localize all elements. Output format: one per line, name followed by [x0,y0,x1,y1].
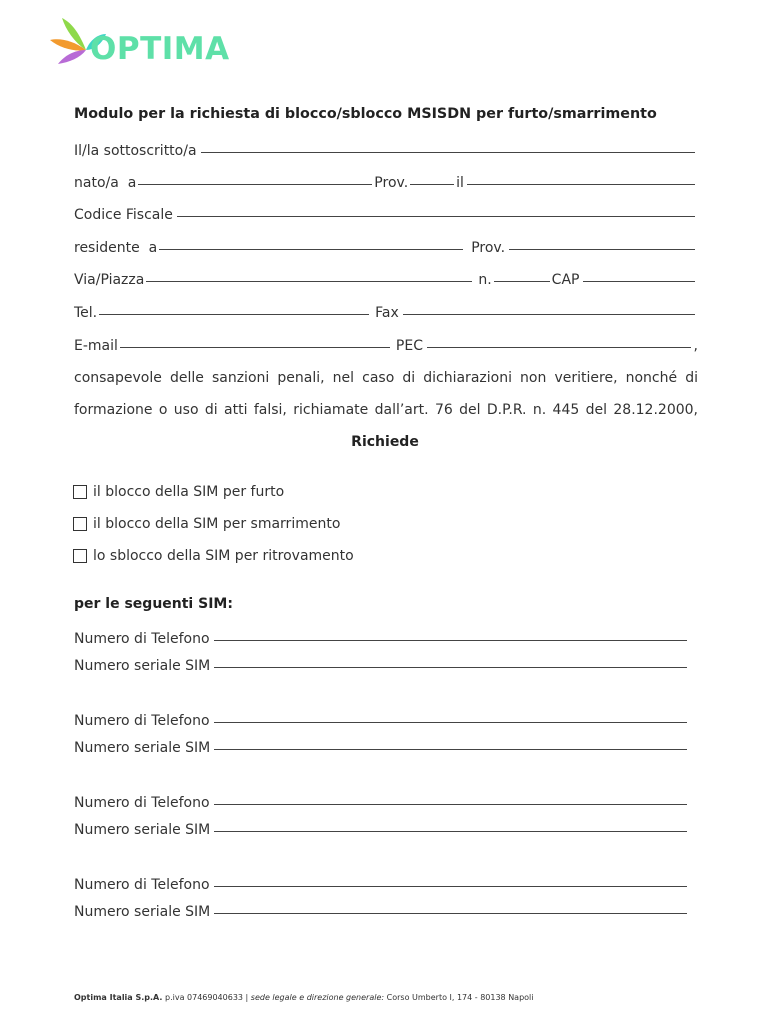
logo-wordmark: OPTIMA [90,31,230,67]
blank-line[interactable] [214,640,687,641]
field-label: Prov. [374,175,409,191]
blank-line[interactable] [99,314,369,315]
blank-line[interactable] [214,913,687,914]
sim-phone-2 [74,713,690,729]
field-label: Numero seriale SIM [74,740,211,756]
blank-line[interactable] [427,347,691,348]
field-label: , [693,338,698,354]
blank-line[interactable] [214,749,687,750]
page-title: Modulo per la richiesta di blocco/sblocco MSISDN per furto/smarrimento [74,106,657,122]
field-label: Numero seriale SIM [74,904,211,920]
sim-serial-3 [74,822,690,838]
checkbox[interactable] [73,549,87,563]
option-label: lo sblocco della SIM per ritrovamento [93,548,354,564]
field-label: Numero di Telefono [74,795,210,811]
declaration-line-1: consapevole delle sanzioni penali, nel caso di dichiarazioni non veritiere, nonché di [74,370,698,386]
field-tel [74,305,698,321]
field-label: Tel. [74,305,98,321]
option-blocco-smarrimento[interactable] [73,516,340,532]
blank-line[interactable] [214,667,687,668]
field-nato [74,175,698,191]
field-label: residente a [74,240,158,256]
field-via [74,272,698,288]
field-codice-fiscale [74,207,698,223]
field-label: n. [478,272,492,288]
field-email [74,338,698,354]
field-label: Fax [375,305,399,321]
option-blocco-furto[interactable] [73,484,284,500]
field-label: Numero di Telefono [74,877,210,893]
blank-line[interactable] [214,722,687,723]
footer-sede-label: sede legale e direzione generale: [250,993,385,1002]
blank-line[interactable] [177,216,695,217]
field-label: PEC [395,338,423,354]
sim-phone-1 [74,631,690,647]
sim-serial-1 [74,658,690,674]
blank-line[interactable] [583,281,695,282]
sim-section-heading: per le seguenti SIM: [74,596,233,612]
footer [74,993,534,1002]
blank-line[interactable] [214,886,687,887]
blank-line[interactable] [201,152,695,153]
footer-piva: p.iva 07469040633 | [164,993,249,1002]
blank-line[interactable] [214,804,687,805]
blank-line[interactable] [146,281,472,282]
checkbox[interactable] [73,517,87,531]
field-label: Numero di Telefono [74,713,210,729]
checkbox[interactable] [73,485,87,499]
section-heading-richiede: Richiede [351,434,419,450]
field-label: nato/a a [74,175,137,191]
field-label: E-mail [74,338,118,354]
footer-address: Corso Umberto I, 174 - 80138 Napoli [386,993,534,1002]
field-label: CAP [551,272,580,288]
sim-serial-2 [74,740,690,756]
blank-line[interactable] [494,281,550,282]
option-label: il blocco della SIM per smarrimento [93,516,341,532]
field-residente [74,240,698,256]
field-label: Codice Fiscale [74,207,173,223]
field-sottoscritto [74,143,698,159]
footer-company: Optima Italia S.p.A. [74,993,163,1002]
sim-serial-4 [74,904,690,920]
blank-line[interactable] [214,831,687,832]
field-label: il [456,175,464,191]
sim-phone-3 [74,795,690,811]
field-label: Numero seriale SIM [74,822,211,838]
option-label: il blocco della SIM per furto [93,484,285,500]
option-sblocco-ritrovamento[interactable] [73,548,354,564]
blank-line[interactable] [120,347,390,348]
blank-line[interactable] [509,249,695,250]
field-label: Via/Piazza [74,272,145,288]
sim-phone-4 [74,877,690,893]
blank-line[interactable] [403,314,695,315]
blank-line[interactable] [159,249,463,250]
declaration-line-2: formazione o uso di atti falsi, richiamate dall’art. 76 del D.P.R. n. 445 del 28.12.2000, [74,402,698,418]
field-label: Il/la sottoscritto/a [74,143,197,159]
blank-line[interactable] [410,184,454,185]
field-label: Prov. [471,240,506,256]
blank-line[interactable] [467,184,695,185]
blank-line[interactable] [138,184,372,185]
field-label: Numero di Telefono [74,631,210,647]
field-label: Numero seriale SIM [74,658,211,674]
